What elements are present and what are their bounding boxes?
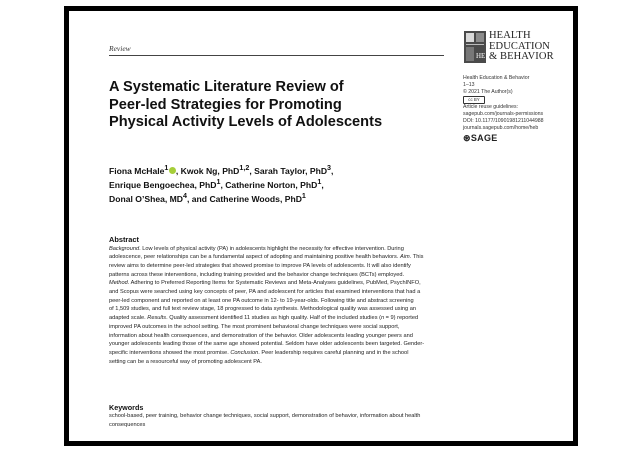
abstract-line: [109, 245, 555, 254]
title-line-2: Peer-led Strategies for Promoting: [109, 96, 342, 113]
abstract-text: and Scopus were searched using key concepts of peer, PA and adolescent for articles that examined interventions that had a: [109, 289, 421, 296]
title-line-1: A Systematic Literature Review of: [109, 79, 344, 95]
abstract-text: specific interventions showed the most promise.: [109, 349, 231, 356]
abstract-italic-text: Background: [109, 245, 140, 252]
abstract-text: adolescence, peer relationships can be a fundamental aspect of adopting and maintaining positive health behaviors.: [109, 254, 400, 261]
meta-journal-link[interactable]: journals.sagepub.com/home/heb: [463, 124, 539, 131]
meta-pages: 1–13: [463, 81, 475, 88]
journal-logo: [464, 31, 574, 65]
meta-journal: Health Education & Behavior: [463, 75, 530, 81]
abstract-text: . Low levels of physical activity (PA) in adolescents highlight the necessity for effective intervention. During: [139, 245, 404, 252]
affiliation-marker: 1: [164, 164, 169, 172]
publisher-name: SAGE: [470, 132, 498, 143]
abstract-line: [109, 323, 555, 332]
affiliation-marker: 1: [216, 178, 221, 187]
abstract-text: adapted scale.: [109, 315, 148, 322]
abstract-line: [109, 288, 555, 297]
abstract-text: . Adhering to Preferred Reporting Items for Systematic Reviews and Meta-Analyses guidelines, PubMed, PsychINFO,: [127, 280, 421, 287]
abstract-line: [109, 305, 555, 314]
affiliation-marker: 1,2: [239, 164, 250, 172]
header-rule: [109, 55, 444, 56]
abstract-text: . Quality assessment identified 11 studies as high quality. Half of the included studies (: [166, 315, 381, 322]
meta-copyright: © 2021 The Author(s): [463, 88, 513, 95]
abstract-line: [109, 271, 555, 280]
affiliation-marker: 1: [317, 178, 322, 187]
journal-name-line-1: HEALTH: [489, 30, 531, 41]
keywords-line-2: consequences: [109, 421, 146, 428]
abstract-line: [109, 253, 555, 262]
author-name: Fiona McHale: [109, 165, 165, 176]
abstract-text: review aims to determine peer-led strategies that showed promise to improve PA levels of adolescents. It will also identify: [109, 262, 411, 269]
abstract-line: [109, 279, 555, 288]
author-line-3: [109, 191, 449, 205]
abstract-text: peer-led component and reported on at least one PA outcome in 12- to 19-year-olds. Following title and abstract screening: [109, 297, 414, 304]
author-name: , Catherine Norton, PhD: [220, 179, 318, 190]
keywords-heading: Keywords: [109, 403, 144, 412]
abstract-italic-text: n: [380, 315, 385, 322]
author-name: , and Catherine Woods, PhD: [187, 193, 302, 204]
author-separator: ,: [321, 179, 324, 190]
abstract-text: . This: [409, 254, 424, 261]
journal-logo-mark: [464, 31, 486, 63]
affiliation-marker: 4: [183, 192, 187, 201]
abstract-line: [109, 349, 555, 358]
meta-reuse: Article reuse guidelines:: [463, 104, 519, 111]
abstract-italic-text: Aim: [400, 254, 410, 261]
abstract-line: [109, 262, 555, 271]
meta-permissions-link[interactable]: sagepub.com/journals-permissions: [463, 111, 544, 118]
author-line-1: [109, 163, 449, 177]
meta-doi[interactable]: DOI: 10.1177/10901981211044988: [463, 117, 544, 124]
abstract-body: [109, 245, 555, 367]
abstract-text: patterns across these interventions, including training provided and the behavior change techniques (BCTs) employed.: [109, 271, 405, 278]
keywords-body: [109, 412, 555, 429]
author-separator: ,: [331, 165, 334, 176]
abstract-text: improved PA outcomes in the school setting. The most prominent behavioral change techniques were social support,: [109, 323, 400, 330]
author-line-2: [109, 177, 449, 191]
abstract-line: [109, 314, 555, 323]
author-name: Enrique Bengoechea, PhD: [109, 179, 217, 190]
article-meta: [463, 75, 571, 143]
abstract-text: information about health consequences, and demonstration of the behavior. Older adolescents leading younger peers and: [109, 332, 413, 339]
abstract-italic-text: Results: [147, 315, 167, 322]
abstract-line: [109, 332, 555, 341]
journal-name-line-2: EDUCATION: [489, 40, 550, 52]
abstract-italic-text: Conclusion: [230, 349, 259, 356]
author-name: Donal O’Shea, MD: [109, 193, 184, 204]
author-name: , Sarah Taylor, PhD: [249, 165, 328, 176]
abstract-line: [109, 340, 555, 349]
affiliation-marker: 3: [327, 164, 332, 172]
sage-logo: ⊛SAGE: [463, 132, 498, 143]
title-line-3: Physical Activity Levels of Adolescents: [109, 114, 383, 130]
abstract-text: of 1,509 studies, and full text review stage, 18 progressed to data synthesis. Methodological quality was assessed using an: [109, 306, 416, 313]
abstract-italic-text: Method: [109, 280, 128, 287]
cc-license-icon: cc BY: [463, 96, 485, 104]
abstract-line: [109, 358, 555, 367]
abstract-text: setting can be a resourceful way of promoting adolescent PA.: [109, 358, 262, 365]
section-label: Review: [109, 44, 131, 53]
abstract-text: = 9) reported: [384, 315, 419, 322]
author-name: , Kwok Ng, PhD: [175, 165, 240, 176]
abstract-text: younger adolescents leading those of the same age showed potential. Seldom have older adolescents been targeted. Gender-: [109, 341, 425, 348]
page-frame: [64, 6, 578, 446]
svg-text:HE: HE: [476, 52, 486, 60]
abstract-line: [109, 297, 555, 306]
affiliation-marker: 1: [301, 192, 306, 201]
abstract-heading: Abstract: [109, 235, 139, 244]
article-title: [109, 79, 439, 132]
author-list: [109, 163, 449, 205]
keywords-line-1: school-based, peer training, behavior change techniques, social support, demonstration of behavior, information about health: [109, 413, 421, 419]
paper-page: [69, 11, 573, 441]
journal-name: [489, 31, 579, 63]
abstract-text: . Peer leadership requires careful planning and in the school: [258, 349, 409, 356]
journal-name-line-3: & BEHAVIOR: [489, 51, 554, 62]
orcid-icon[interactable]: [169, 167, 176, 174]
